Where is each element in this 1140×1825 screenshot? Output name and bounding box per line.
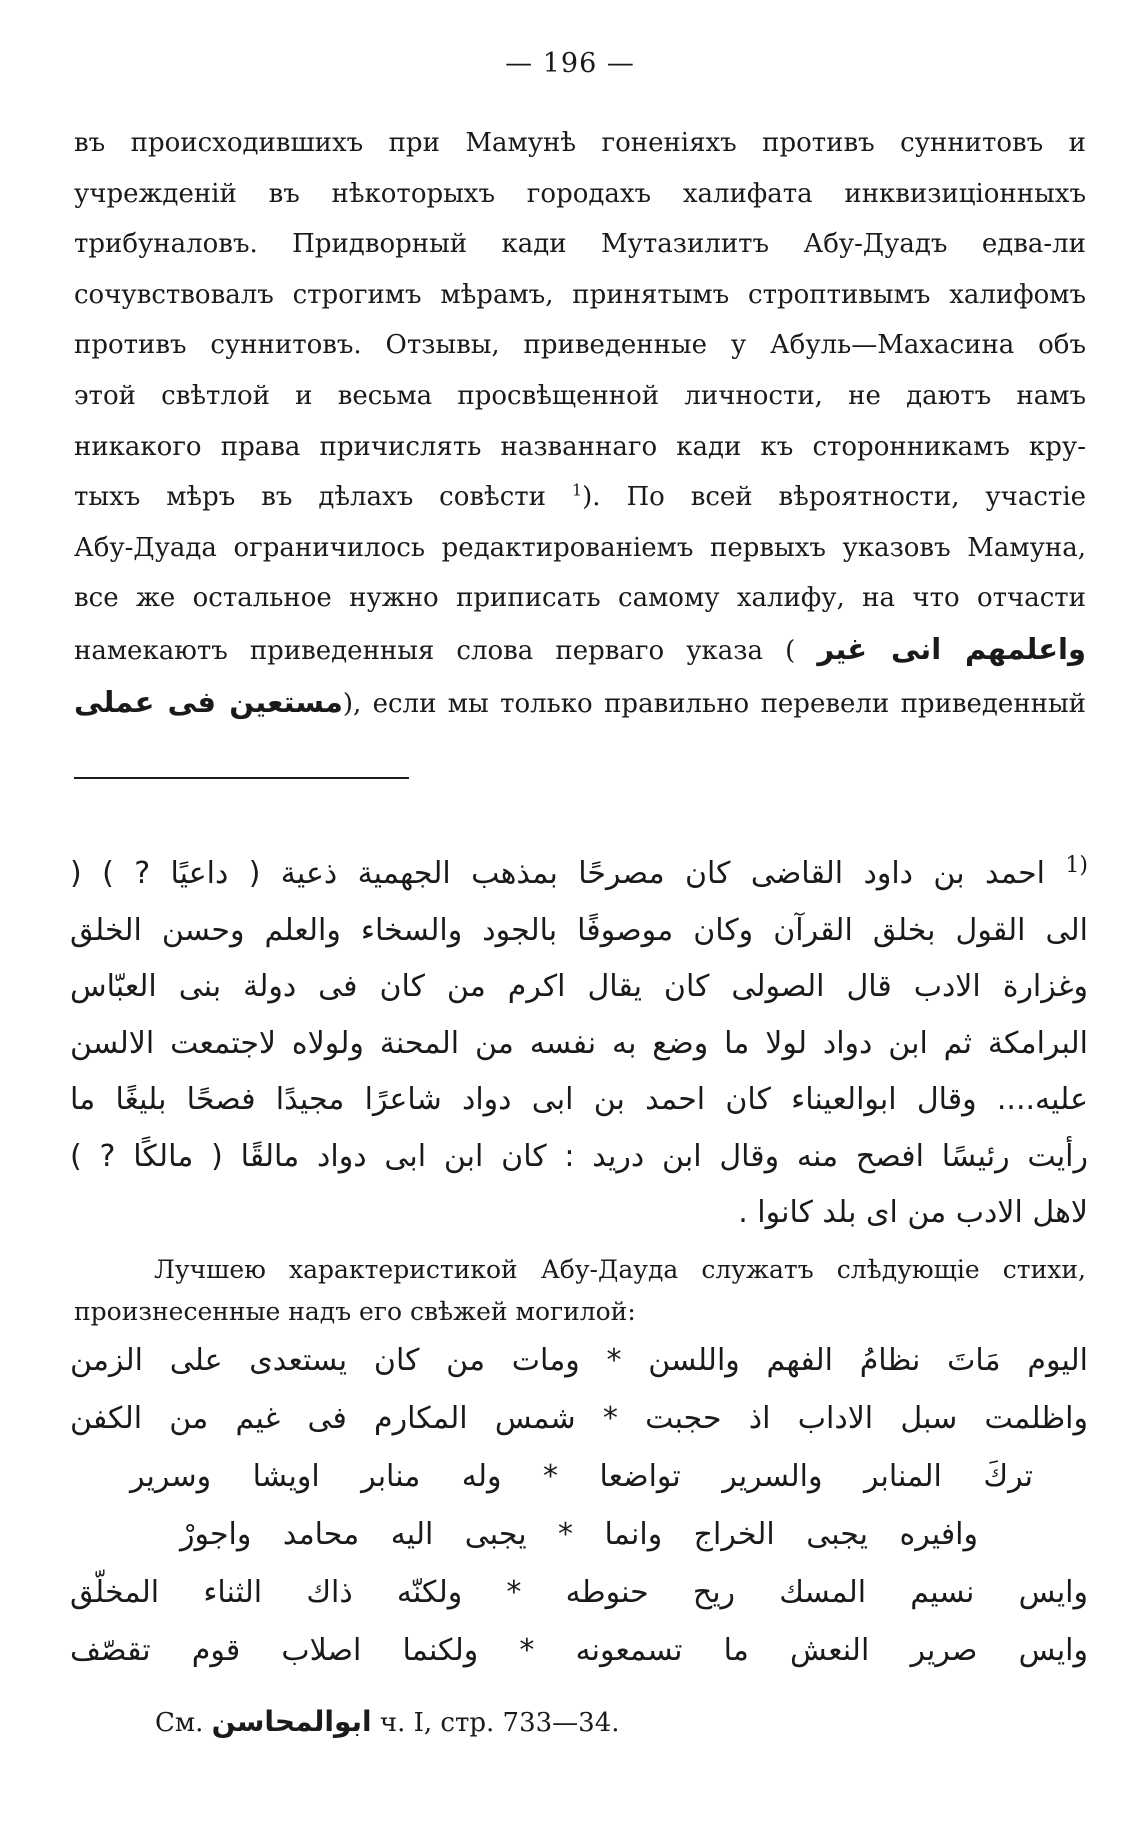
footnote-text: احمد بن داود القاضى كان مصرحًا بمذهب الجهمية ذعية ( داعيًا ? ) ( xyxy=(70,856,1045,891)
text-segment: ). По всей вѣроятности, участіе xyxy=(582,482,1087,513)
poem-verse: واظلمت سبل الاداب اذ حجبت * شمس المكارم فى غيم من الكفن xyxy=(70,1401,1088,1436)
text-line: Абу-Дуада ограничилось редактированіемъ первыхъ указовъ Мамуна, xyxy=(74,532,1086,563)
poem-verse: وايس نسيم المسك ريح حنوطه * ولكنّه ذاك الثناء المخلّق xyxy=(70,1575,1088,1610)
footnote-reference[interactable]: 1 xyxy=(571,480,583,500)
text-line xyxy=(74,677,1086,730)
text-line: трибуналовъ. Придворный кади Мутазилитъ Абу-Дуадъ едва-ли xyxy=(74,229,1086,260)
text-line: произнесенные надъ его свѣжей могилой: xyxy=(74,1297,636,1326)
source-reference xyxy=(155,1702,1055,1743)
footnote-line: عليه.... وقال ابوالعيناء كان احمد بن ابى دواد شاعرًا مجيدًا فصحًا بليغًا ما xyxy=(70,1082,1088,1117)
footnote-line: لاهل الادب من اى بلد كانوا . xyxy=(738,1195,1088,1230)
text-line: учрежденій въ нѣкоторыхъ городахъ халифата инквизиціонныхъ xyxy=(74,178,1086,209)
text-segment: тыхъ мѣръ въ дѣлахъ совѣсти xyxy=(74,482,546,513)
footnote-line: البرامكة ثم ابن دواد لولا ما وضع به نفسه من المحنة ولولاه لاجتمعت الالسن xyxy=(70,1025,1088,1061)
text-line xyxy=(74,624,1086,677)
reference-prefix: См. xyxy=(155,1708,204,1738)
text-line: сочувствовалъ строгимъ мѣрамъ, принятымъ строптивымъ халифомъ xyxy=(74,279,1086,310)
text-segment: ), если мы только правильно перевели приведенный xyxy=(342,688,1086,719)
text-line: никакого права причислять названнаго кади къ сторонникамъ кру- xyxy=(74,431,1086,462)
arabic-quote: مستعين فى عملى xyxy=(74,684,343,719)
footnote-line: الى القول بخلق القرآن وكان موصوفًا بالجود والسخاء والعلم وحسن الخلق xyxy=(70,912,1088,948)
text-line: этой свѣтлой и весьма просвѣщенной личности, не даютъ намъ xyxy=(74,380,1086,411)
poem-verse: اليوم مَاتَ نظامُ الفهم واللسن * ومات من كان يستعدى على الزمن xyxy=(70,1343,1088,1378)
text-line xyxy=(74,472,1086,523)
elegy-poem xyxy=(70,1332,1088,1680)
footnote-marker: 1) xyxy=(1065,853,1088,878)
text-line: все же остальное нужно приписать самому халифу, на что отчасти xyxy=(74,583,1086,614)
characterization-paragraph xyxy=(74,1249,1086,1333)
text-line: противъ суннитовъ. Отзывы, приведенные у Абуль—Махасина объ xyxy=(74,330,1086,361)
footnote-line xyxy=(70,838,1088,903)
text-line: въ происходившихъ при Мамунѣ гоненіяхъ противъ суннитовъ и xyxy=(74,128,1086,158)
poem-verse: وافيره يجبى الخراج وانما * يجبى اليه محامد واجورْ xyxy=(180,1517,978,1552)
poem-verse: تركَ المنابر والسرير تواضعا * وله منابر اويشا وسرير xyxy=(130,1459,1033,1494)
reference-location: ч. I, стр. 733—34. xyxy=(379,1708,620,1738)
footnote-divider xyxy=(74,777,409,779)
footnote-line: وغزارة الادب قال الصولى كان يقال اكرم من كان فى دولة بنى العبّاس xyxy=(70,969,1088,1004)
footnote-line: رأيت رئيسًا افصح منه وقال ابن دريد : كان ابن ابى دواد مالقًا ( مالكًا ? ) xyxy=(70,1138,1088,1174)
poem-verse: وايس صرير النعش ما تسمعونه * ولكنما اصلاب قوم تقصّف xyxy=(70,1633,1088,1668)
main-paragraph xyxy=(74,118,1086,729)
arabic-quote: واعلمهم انى غير xyxy=(817,631,1086,666)
footnote-arabic xyxy=(70,838,1088,1242)
text-segment: намекаютъ приведенныя слова перваго указа ( xyxy=(74,635,796,666)
page-number: — 196 — xyxy=(505,48,635,79)
text-line: Лучшею характеристикой Абу-Дауда служатъ слѣдующіе стихи, xyxy=(154,1255,1086,1284)
reference-author-arabic: ابوالمحاسن xyxy=(211,1705,372,1738)
